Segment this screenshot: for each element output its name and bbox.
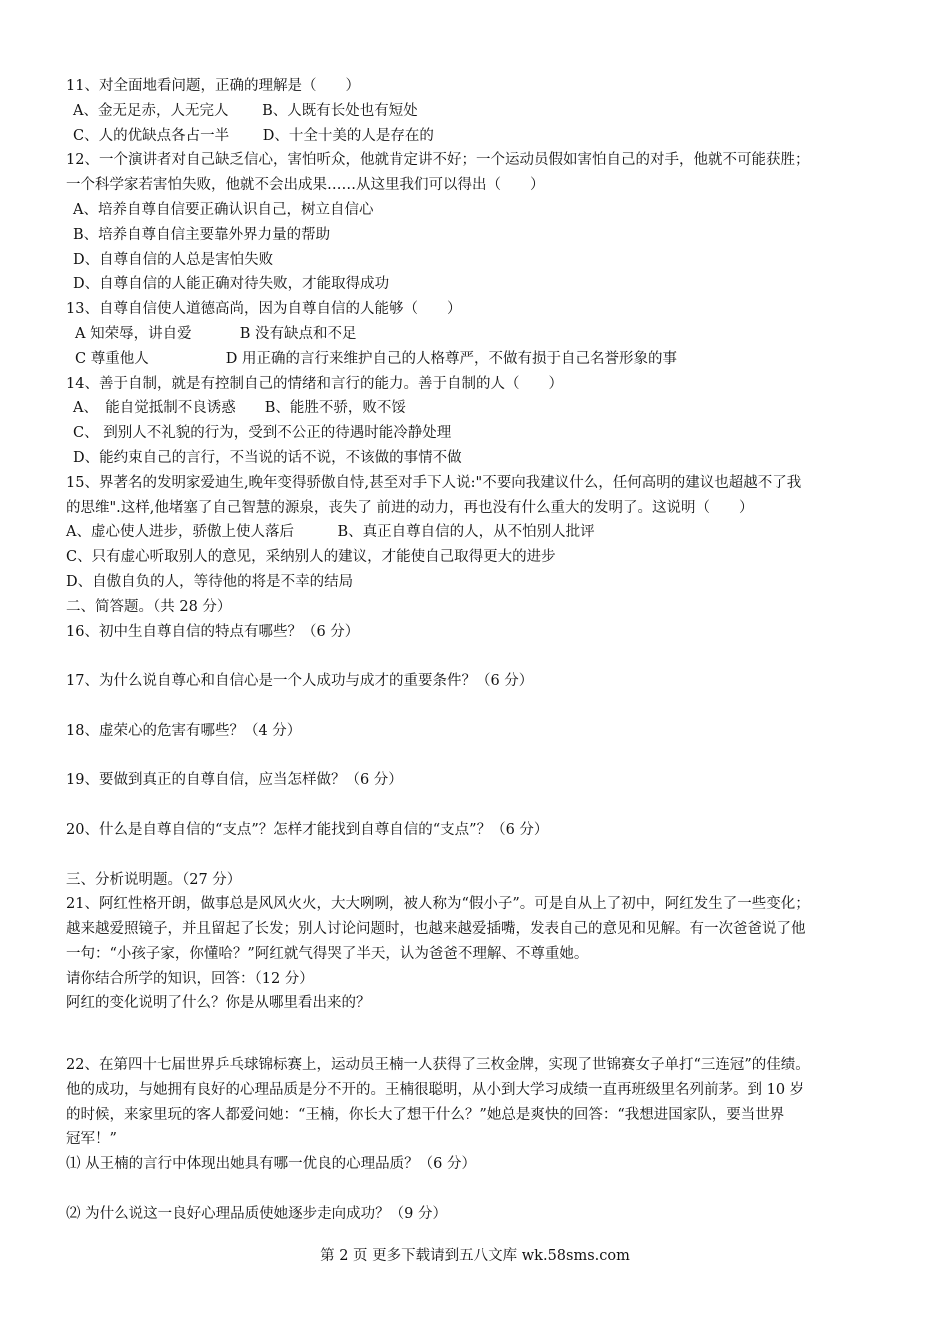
option-line: C、人的优缺点各占一半 D、十全十美的人是存在的 xyxy=(73,127,434,144)
option-line: A、虚心使人进步，骄傲上使人落后 B、真正自尊自信的人，从不怕别人批评 xyxy=(66,524,595,541)
option-line: C、只有虚心听取别人的意见，采纳别人的建议，才能使自己取得更大的进步 xyxy=(66,549,556,566)
question-22-cont: 的时候，来家里玩的客人都爱问她：“王楠，你长大了想干什么？”她总是爽快的回答：“我想进国家队，要当世界 xyxy=(66,1106,785,1123)
question-16: 16、初中生自尊自信的特点有哪些？（6 分） xyxy=(66,623,360,640)
option-line: D、自傲自负的人，等待他的将是不幸的结局 xyxy=(66,573,354,590)
option-line: D、能约束自己的言行，不当说的话不说，不该做的事情不做 xyxy=(73,449,462,466)
question-21-cont: 越来越爱照镜子，并且留起了长发；别人讨论问题时，也越来越爱插嘴，发表自己的意见和见解。有一次爸爸说了他 xyxy=(66,921,806,938)
document-body xyxy=(66,74,886,1227)
answer-space xyxy=(66,694,886,719)
question-17: 17、为什么说自尊心和自信心是一个人成功与成才的重要条件？（6 分） xyxy=(66,673,534,690)
answer-space xyxy=(66,793,886,818)
answer-space xyxy=(66,644,886,669)
option-line: A 知荣辱，讲自爱 B 没有缺点和不足 xyxy=(75,325,357,342)
option-line: A、金无足赤，人无完人 B、人既有长处也有短处 xyxy=(73,102,418,119)
question-18: 18、虚荣心的危害有哪些？（4 分） xyxy=(66,722,302,739)
question-12: 12、一个演讲者对自己缺乏信心，害怕听众，他就肯定讲不好；一个运动员假如害怕自己的对手，他就不可能获胜； xyxy=(66,152,810,169)
question-21-ask: 请你结合所学的知识，回答：（12 分） xyxy=(66,970,314,987)
question-14: 14、善于自制，就是有控制自己的情绪和言行的能力。善于自制的人（ ） xyxy=(66,375,563,392)
question-15: 15、界著名的发明家爱迪生,晚年变得骄傲自恃,甚至对手下人说:"不要向我建议什么，任何高明的建议也超越不了我 xyxy=(66,474,802,491)
answer-space xyxy=(66,1041,886,1053)
option-line: C 尊重他人 D 用正确的言行来维护自己的人格尊严，不做有损于自己名誉形象的事 xyxy=(75,350,678,367)
option-line: A、培养自尊自信要正确认识自己，树立自信心 xyxy=(73,201,374,218)
option-line: D、自尊自信的人能正确对待失败，才能取得成功 xyxy=(73,276,390,293)
question-13: 13、自尊自信使人道德高尚，因为自尊自信的人能够（ ） xyxy=(66,301,462,318)
option-line: C、 到别人不礼貌的行为，受到不公正的待遇时能冷静处理 xyxy=(73,425,452,442)
option-line: D、自尊自信的人总是害怕失败 xyxy=(73,251,274,268)
answer-space xyxy=(66,744,886,769)
option-line: A、 能自觉抵制不良诱惑 B、能胜不骄，败不馁 xyxy=(73,400,406,417)
section-heading-2: 二、简答题。（共 28 分） xyxy=(66,598,232,615)
question-21: 21、阿红性格开朗，做事总是风风火火，大大咧咧，被人称为“假小子”。可是自从上了初中，阿红发生了一些变化； xyxy=(66,896,810,913)
question-15-cont: 的思维".这样,他堵塞了自己智慧的源泉，丧失了 前进的动力，再也没有什么重大的发明了。这说明（ ） xyxy=(66,499,754,516)
question-22-cont: 冠军！” xyxy=(66,1131,117,1148)
page-footer: 第 2 页 更多下载请到五八文库 wk.58sms.com xyxy=(320,1248,630,1264)
question-12-cont: 一个科学家若害怕失败，他就不会出成果……从这里我们可以得出（ ） xyxy=(66,177,545,194)
question-21-cont: 一句：“小孩子家，你懂哈？”阿红就气得哭了半天，认为爸爸不理解、不尊重她。 xyxy=(66,945,589,962)
question-22-sub-1: ⑴ 从王楠的言行中体现出她具有哪一优良的心理品质？（6 分） xyxy=(66,1156,476,1173)
answer-space xyxy=(66,1177,886,1202)
question-22: 22、在第四十七届世界乒乓球锦标赛上，运动员王楠一人获得了三枚金牌，实现了世锦赛女子单打“三连冠”的佳绩。 xyxy=(66,1057,810,1074)
question-11: 11、对全面地看问题，正确的理解是（ ） xyxy=(66,78,360,94)
answer-space xyxy=(66,1016,886,1041)
section-heading-3: 三、分析说明题。（27 分） xyxy=(66,871,242,888)
question-22-sub-2: ⑵ 为什么说这一良好心理品质使她逐步走向成功？（9 分） xyxy=(66,1205,447,1222)
question-21-sub: 阿红的变化说明了什么？你是从哪里看出来的？ xyxy=(66,995,371,1012)
question-22-cont: 他的成功，与她拥有良好的心理品质是分不开的。王楠很聪明，从小到大学习成绩一直再班级里名列前茅。到 10 岁 xyxy=(66,1081,805,1098)
option-line: B、培养自尊自信主要靠外界力量的帮助 xyxy=(73,226,331,243)
answer-space xyxy=(66,843,886,868)
question-19: 19、要做到真正的自尊自信，应当怎样做？（6 分） xyxy=(66,772,403,789)
question-20: 20、什么是自尊自信的“支点”？怎样才能找到自尊自信的“支点”？（6 分） xyxy=(66,821,549,838)
